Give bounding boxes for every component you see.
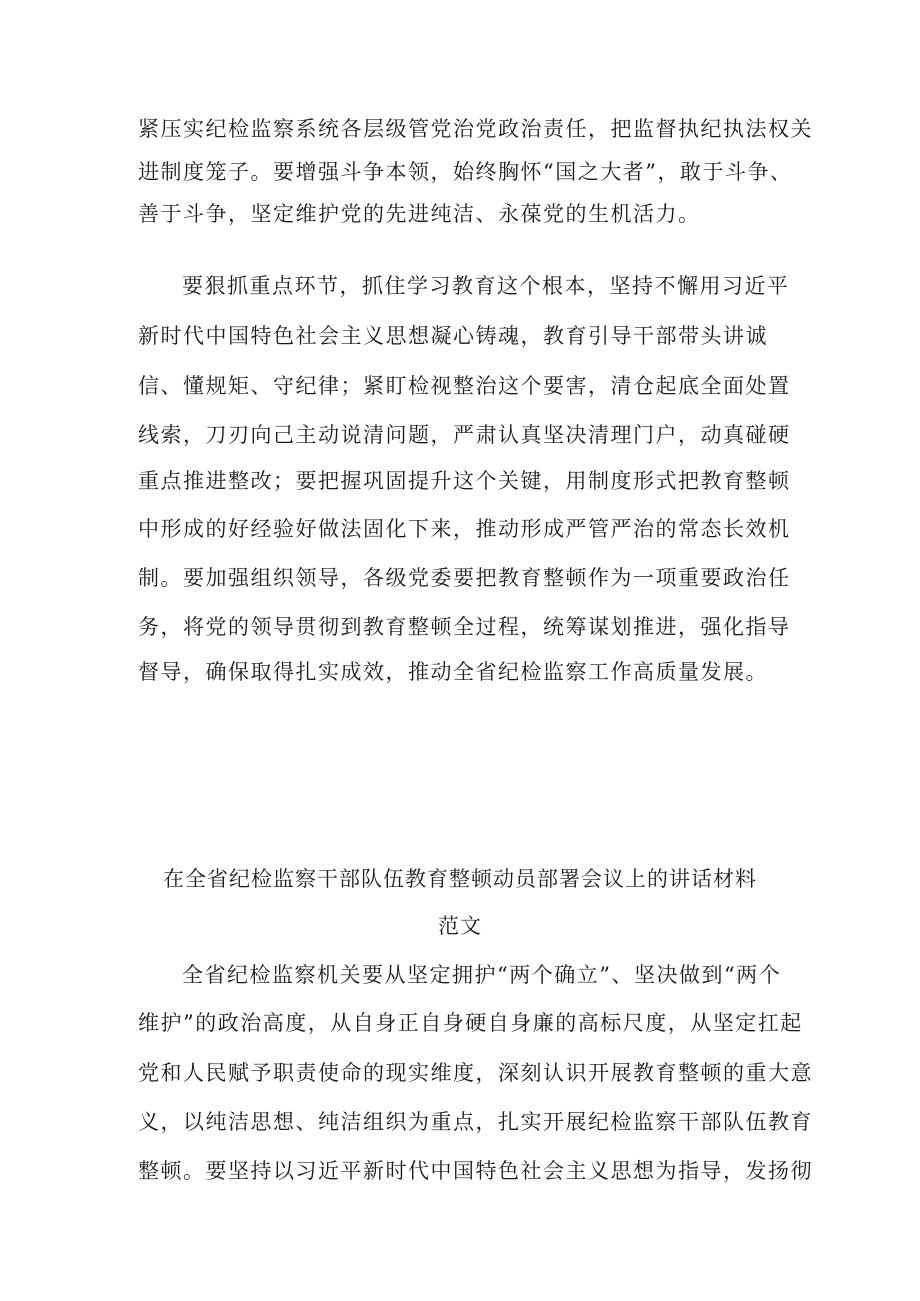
paragraph-line: 务，将党的领导贯彻到教育整顿全过程，统筹谋划推进，强化指导 [138,615,791,639]
paragraph-line: 新时代中国特色社会主义思想凝心铸魂，教育引导干部带头讲诚 [138,324,768,348]
article-subtitle: 范文 [438,914,482,938]
paragraph-line: 重点推进整改；要把握巩固提升这个关键，用制度形式把教育整顿 [138,469,791,493]
paragraph-line: 整顿。要坚持以习近平新时代中国特色社会主义思想为指导，发扬彻 [138,1159,813,1183]
paragraph-line: 信、懂规矩、守纪律；紧盯检视整治这个要害，清仓起底全面处置 [138,374,791,398]
paragraph-line: 督导，确保取得扎实成效，推动全省纪检监察工作高质量发展。 [138,660,768,684]
article-title: 在全省纪检监察干部队伍教育整顿动员部署会议上的讲话材料 [163,867,757,891]
paragraph-first-line: 要狠抓重点环节，抓住学习教育这个根本，坚持不懈用习近平 [182,274,790,298]
paragraph-line: 紧压实纪检监察系统各层级管党治党政治责任，把监督执纪执法权关 [138,117,813,141]
paragraph-line: 党和人民赋予职责使命的现实维度，深刻认识开展教育整顿的重大意 [138,1061,813,1085]
paragraph-line: 善于斗争，坚定维护党的先进纯洁、永葆党的生机活力。 [138,202,701,226]
paragraph-first-line: 全省纪检监察机关要从坚定拥护“两个确立”、坚决做到“两个 [182,963,782,987]
paragraph-line: 义，以纯洁思想、纯洁组织为重点，扎实开展纪检监察干部队伍教育 [138,1110,813,1134]
paragraph-line: 线索，刀刃向己主动说清问题，严肃认真坚决清理门户，动真碰硬 [138,423,791,447]
paragraph-line: 进制度笼子。要增强斗争本领，始终胸怀“国之大者”，敢于斗争、 [138,160,793,184]
paragraph-line: 维护”的政治高度，从自身正自身硬自身廉的高标尺度，从坚定扛起 [138,1011,803,1035]
paragraph-line: 制。要加强组织领导，各级党委要把教育整顿作为一项重要政治任 [138,566,791,590]
paragraph-line: 中形成的好经验好做法固化下来，推动形成严管严治的常态长效机 [138,517,791,541]
